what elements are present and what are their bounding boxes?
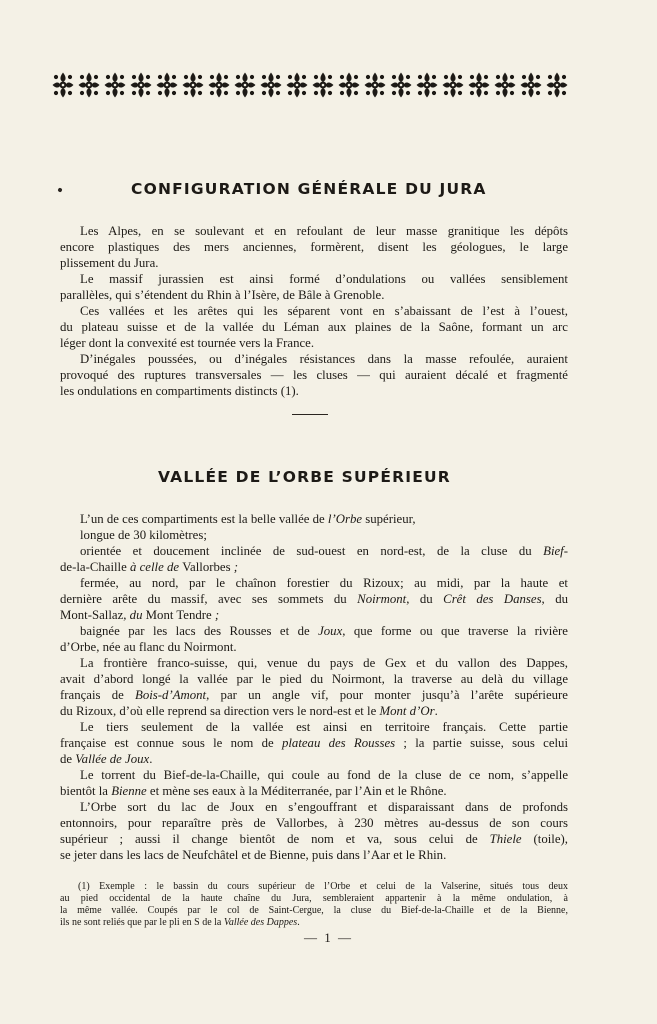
italic-text: l’Orbe [327, 512, 363, 526]
italic-text: Bienne [111, 784, 147, 798]
text-run: française est connue sous le nom de [60, 736, 282, 750]
text-run: du plateau suisse et de la vallée du Léman aux plaines de la Saône, formant un arc [60, 320, 568, 334]
text-run: français de [60, 688, 136, 702]
text-run: du Rizoux, d’où elle reprend sa direction vers le nord-est et le [60, 704, 380, 718]
fleuron-ornament-icon [104, 71, 126, 99]
text-line [60, 335, 568, 351]
text-run: . [297, 917, 300, 928]
italic-text: Thiele [489, 832, 522, 846]
text-line [60, 591, 568, 607]
fleuron-ornament-icon [234, 71, 256, 99]
fleuron-ornament-icon [130, 71, 152, 99]
text-run: avait d’abord longé la vallée par le pied du Noirmont, la traverse au delà du village [60, 672, 568, 686]
text-run: au pied occidental de la haute chaîne du Jura, sembleraient appartenir à la même ondulation, à [60, 893, 568, 904]
italic-text: , du [123, 608, 146, 622]
footnote-line [60, 905, 568, 917]
italic-text: Bois-d’Amont [135, 688, 207, 702]
ink-speck [57, 187, 62, 192]
text-line [60, 351, 568, 367]
text-run: baignée par les lacs des Rousses et de [80, 624, 319, 638]
text-run: Mont Tendre [145, 608, 212, 622]
fleuron-ornament-icon [468, 71, 490, 99]
fleuron-ornament-icon [520, 71, 542, 99]
fleuron-ornament-icon [364, 71, 386, 99]
text-run: longue de 30 kilomètres; [80, 528, 207, 542]
text-line [60, 847, 568, 863]
text-line [60, 639, 568, 655]
italic-text: ; [211, 608, 220, 622]
text-run: la même vallée. Coupés par le col de Saint-Cergue, la cluse du Bief-de-la-Chaille et de la Bienne, [60, 905, 568, 916]
text-run: encore plastiques des mers anciennes, formèrent, disent les géologues, le large [60, 240, 568, 254]
text-run: ils ne sont reliés que par le pli en S de la [60, 917, 224, 928]
fleuron-ornament-icon [390, 71, 412, 99]
text-line [60, 319, 568, 335]
text-run: les ondulations en compartiments distincts (1). [60, 384, 299, 398]
fleuron-ornament-icon [156, 71, 178, 99]
text-run: La frontière franco-suisse, qui, venue du pays de Gex et du vallon des Dappes, [80, 656, 568, 670]
text-run: L’Orbe sort du lac de Joux en s’engouffrant et disparaissant dans de profonds [80, 800, 568, 814]
fleuron-ornament-icon [338, 71, 360, 99]
text-line [60, 559, 568, 575]
text-line [60, 511, 568, 527]
italic-text: Noirmont [357, 592, 407, 606]
text-run: ; la partie suisse, sous celui [395, 736, 569, 750]
text-run: se jeter dans les lacs de Neufchâtel et de Bienne, puis dans l’Aar et le Rhin. [60, 848, 447, 862]
text-run: (1) Exemple : le bassin du cours supérieur de l’Orbe et celui de la Valserine, situés tous deux [78, 881, 568, 892]
footnote-line [60, 917, 568, 929]
fleuron-ornament-icon [416, 71, 438, 99]
text-run: d’Orbe, née au flanc du Noirmont. [60, 640, 237, 654]
text-line [60, 239, 568, 255]
text-run: parallèles, qui s’étendent du Rhin à l’Isère, de Bâle à Grenoble. [60, 288, 385, 302]
text-line [60, 815, 568, 831]
text-line [60, 751, 568, 767]
text-run: Le tiers seulement de la vallée est ainsi en territoire français. Cette partie [80, 720, 568, 734]
footnote-line [60, 881, 568, 893]
section-divider [292, 414, 328, 415]
text-line [60, 735, 568, 751]
text-run: Ces vallées et les arêtes qui les séparent vont en s’abaissant de l’est à l’ouest, [80, 304, 568, 318]
italic-text: Vallée des Dappes [223, 917, 298, 928]
text-run: orientée et doucement inclinée de sud-ouest en nord-est, de la cluse du [80, 544, 544, 558]
italic-text: Crêt des Danses [443, 592, 542, 606]
text-run: , du [541, 592, 568, 606]
italic-text: plateau des Rousses [281, 736, 396, 750]
text-line [60, 575, 568, 591]
fleuron-ornament-icon [182, 71, 204, 99]
text-run: supérieur, [362, 512, 416, 526]
text-line [60, 287, 568, 303]
text-line [60, 543, 568, 559]
text-line [60, 799, 568, 815]
text-run: . [149, 752, 153, 766]
fleuron-ornament-icon [208, 71, 230, 99]
text-run: de [60, 752, 76, 766]
fleuron-ornament-icon [442, 71, 464, 99]
text-line [60, 223, 568, 239]
text-run: supérieur ; aussi il change bientôt de nom et va, sous celui de [60, 832, 490, 846]
text-run: Les Alpes, en se soulevant et en refoulant de leur masse granitique les dépôts [80, 224, 568, 238]
text-run: fermée, au nord, par le chaînon forestier du Rizoux; au midi, par la haute et [80, 576, 568, 590]
page-number: — 1 — [304, 930, 353, 945]
text-run: , du [406, 592, 444, 606]
text-line [60, 255, 568, 271]
text-run: et mène ses eaux à la Méditerranée, par l’Ain et le Rhône. [146, 784, 447, 798]
text-run: Mont-Sallaz [60, 608, 124, 622]
text-line [60, 655, 568, 671]
italic-text: Vallée de Joux [75, 752, 150, 766]
italic-text: Bief- [543, 544, 568, 558]
text-run: de-la-Chaille [60, 560, 127, 574]
fleuron-ornament-icon [546, 71, 568, 99]
fleuron-ornament-icon [494, 71, 516, 99]
text-line [60, 367, 568, 383]
text-line [60, 527, 568, 543]
italic-text: ; [230, 560, 239, 574]
italic-text: à celle de [126, 560, 183, 574]
text-run: D’inégales poussées, ou d’inégales résistances dans la masse refoulée, auraient [80, 352, 568, 366]
section-title-vallee-orbe: VALLÉE DE L’ORBE SUPÉRIEUR [158, 468, 451, 486]
fleuron-ornament-icon [78, 71, 100, 99]
text-run: provoqué des ruptures transversales — les cluses — qui auraient décalé et fragmenté [60, 368, 568, 382]
text-run: Vallorbes [182, 560, 231, 574]
ornamental-border-band [52, 70, 568, 100]
text-line [60, 719, 568, 735]
italic-text: Joux [318, 624, 343, 638]
text-line [60, 703, 568, 719]
text-line [60, 607, 568, 623]
text-line [60, 383, 568, 399]
text-run: Le massif jurassien est ainsi formé d’ondulations ou vallées sensiblement [80, 272, 568, 286]
text-line [60, 783, 568, 799]
footnote-line [60, 893, 568, 905]
fleuron-ornament-icon [286, 71, 308, 99]
text-run: dernière arête du massif, avec ses sommets du [60, 592, 358, 606]
text-run: (toile), [521, 832, 568, 846]
text-run: plissement du Jura. [60, 256, 159, 270]
text-run: entonnoirs, pour reparaître près de Vallorbes, à 230 mètres au-dessus de son cours [60, 816, 568, 830]
text-line [60, 687, 568, 703]
text-run: L’un de ces compartiments est la belle vallée de [80, 512, 328, 526]
text-run: . [434, 704, 438, 718]
fleuron-ornament-icon [312, 71, 334, 99]
italic-text: Mont d’Or [379, 704, 435, 718]
text-line [60, 623, 568, 639]
text-line [60, 671, 568, 687]
text-line [60, 767, 568, 783]
text-line [60, 271, 568, 287]
text-run: Le torrent du Bief-de-la-Chaille, qui coule au fond de la cluse de ce nom, s’appelle [80, 768, 568, 782]
text-run: , par un angle vif, pour monter jusqu’à l’arête supérieure [206, 688, 568, 702]
text-run: , que forme ou que traverse la rivière [342, 624, 568, 638]
section-title-configuration: CONFIGURATION GÉNÉRALE DU JURA [131, 180, 487, 198]
fleuron-ornament-icon [260, 71, 282, 99]
fleuron-ornament-icon [52, 71, 74, 99]
text-line [60, 303, 568, 319]
text-run: léger dont la convexité est tournée vers la France. [60, 336, 315, 350]
text-line [60, 831, 568, 847]
text-run: bientôt la [60, 784, 112, 798]
